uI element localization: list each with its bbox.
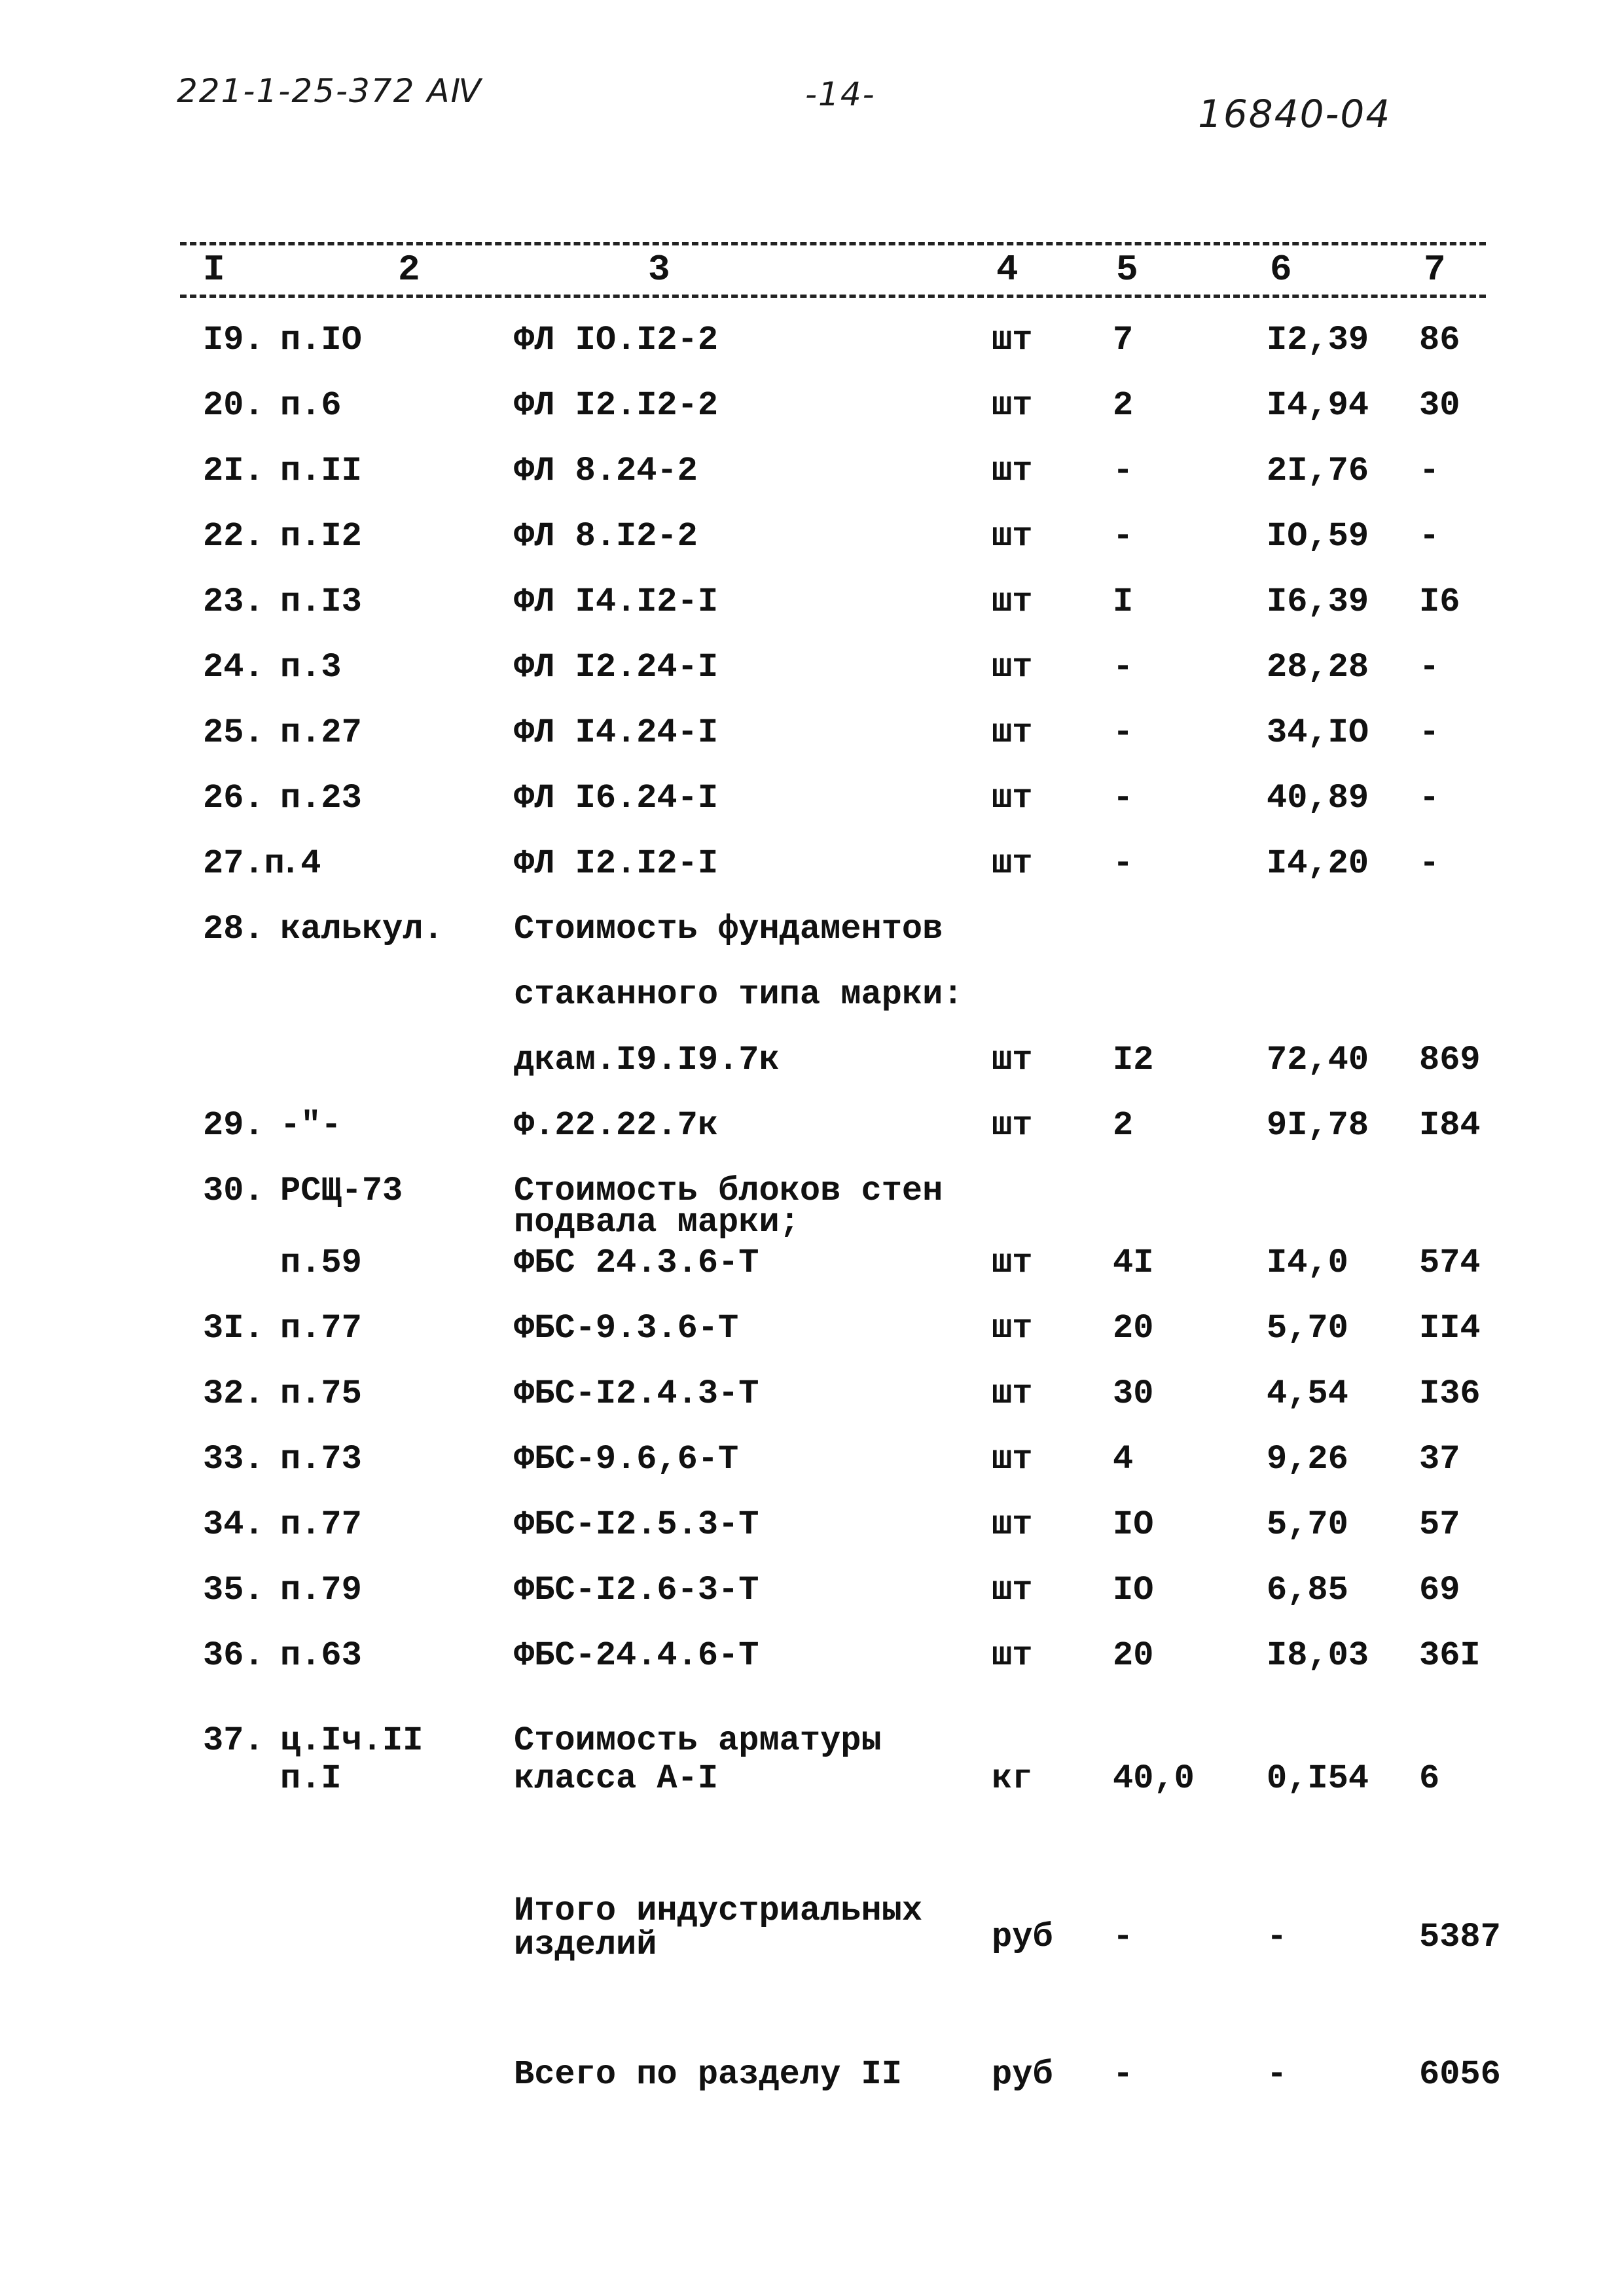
row-reference: п.6 — [280, 386, 342, 425]
table-row — [0, 975, 1624, 1028]
row-price: 6,85 — [1267, 1571, 1348, 1609]
row-reference: п.I3 — [280, 583, 362, 621]
document-code: 221-1-25-372 АⅣ — [177, 72, 482, 110]
column-header-7: 7 — [1424, 249, 1446, 291]
row-quantity: - — [1113, 844, 1134, 883]
subtotal-label-line2: изделий — [514, 1926, 657, 1964]
row-reference: п.27 — [280, 713, 362, 752]
row-number: 34. — [203, 1505, 264, 1544]
row-name: стаканного типа марки: — [514, 975, 964, 1014]
row-number: 36. — [203, 1636, 264, 1675]
row-quantity: 20 — [1113, 1309, 1154, 1348]
table-header-rule — [180, 295, 1486, 298]
row-reference: .4 — [280, 844, 321, 883]
row-quantity: - — [1113, 713, 1134, 752]
row-reference: п.II — [280, 452, 362, 490]
table-row — [0, 713, 1624, 766]
row-quantity: IO — [1113, 1571, 1154, 1609]
row-total: 30 — [1419, 386, 1460, 425]
subtotal-total: 5387 — [1419, 1918, 1501, 1956]
row-total: 574 — [1419, 1244, 1481, 1282]
row-price: 0,I54 — [1267, 1759, 1369, 1798]
row-unit: шт — [992, 1505, 1033, 1544]
table-row — [0, 321, 1624, 373]
row-unit: шт — [992, 1244, 1033, 1282]
table-row — [0, 386, 1624, 439]
row-total: 869 — [1419, 1041, 1481, 1079]
row-quantity: 30 — [1113, 1374, 1154, 1413]
row-quantity: I2 — [1113, 1041, 1154, 1079]
table-row — [0, 1041, 1624, 1093]
column-header-3: 3 — [648, 249, 670, 291]
row-unit: шт — [992, 583, 1033, 621]
row-total: I84 — [1419, 1106, 1481, 1145]
row-name: ФЛ 8.I2-2 — [514, 517, 698, 556]
table-row — [0, 1374, 1624, 1427]
row-reference: ц.Iч.II — [280, 1721, 424, 1760]
row-unit: шт — [992, 1309, 1033, 1348]
row-reference: калькул. — [280, 910, 444, 948]
row-reference: п.63 — [280, 1636, 362, 1675]
row-price: 2I,76 — [1267, 452, 1369, 490]
table-row — [0, 517, 1624, 569]
page-number: -14- — [805, 75, 876, 113]
table-row — [0, 1309, 1624, 1361]
row-price: I4,94 — [1267, 386, 1369, 425]
row-unit: шт — [992, 517, 1033, 556]
row-number: 29. — [203, 1106, 264, 1145]
row-number: 32. — [203, 1374, 264, 1413]
row-name-line2: класса А-I — [514, 1759, 719, 1798]
subtotal-unit: руб — [992, 1918, 1053, 1956]
row-total: - — [1419, 844, 1440, 883]
table-row — [0, 452, 1624, 504]
row-name: ФБС-I2.5.3-Т — [514, 1505, 759, 1544]
row-reference: п.I2 — [280, 517, 362, 556]
table-row-37 — [0, 1721, 1624, 1813]
row-name: ФЛ I2.I2-I — [514, 844, 719, 883]
row-total: I36 — [1419, 1374, 1481, 1413]
row-quantity: 4 — [1113, 1440, 1134, 1479]
row-number: 37. — [203, 1721, 264, 1760]
row-total: - — [1419, 779, 1440, 817]
row-unit: шт — [992, 386, 1033, 425]
row-name: ФЛ 8.24-2 — [514, 452, 698, 490]
row-name: ФБС-24.4.6-Т — [514, 1636, 759, 1675]
total-label: Всего по разделу II — [514, 2055, 902, 2094]
table-row — [0, 1440, 1624, 1492]
row-number: 30. — [203, 1172, 264, 1210]
row-name: ФБС-I2.4.3-Т — [514, 1374, 759, 1413]
row-reference: п.59 — [280, 1244, 362, 1282]
row-quantity: 20 — [1113, 1636, 1154, 1675]
column-header-4: 4 — [996, 249, 1019, 291]
table-row — [0, 583, 1624, 635]
table-row — [0, 1505, 1624, 1558]
row-quantity: 7 — [1113, 321, 1134, 359]
table-top-rule — [180, 242, 1486, 245]
row-total: - — [1419, 452, 1440, 490]
row-total: 86 — [1419, 321, 1460, 359]
row-total: - — [1419, 517, 1440, 556]
row-name: ФЛ I4.I2-I — [514, 583, 719, 621]
row-price: 72,40 — [1267, 1041, 1369, 1079]
column-header-6: 6 — [1270, 249, 1292, 291]
row-number: 28. — [203, 910, 264, 948]
row-name: дкам.I9.I9.7к — [514, 1041, 780, 1079]
row-reference: п.IO — [280, 321, 362, 359]
row-reference: РСЩ-73 — [280, 1172, 403, 1210]
row-price: I8,03 — [1267, 1636, 1369, 1675]
row-name-line2: подвала марки; — [514, 1203, 800, 1242]
row-total: 36I — [1419, 1636, 1481, 1675]
row-quantity: - — [1113, 517, 1134, 556]
row-quantity: 2 — [1113, 386, 1134, 425]
row-reference: п.75 — [280, 1374, 362, 1413]
row-price: IO,59 — [1267, 517, 1369, 556]
row-price: 9I,78 — [1267, 1106, 1369, 1145]
column-header-2: 2 — [398, 249, 420, 291]
row-unit: шт — [992, 1041, 1033, 1079]
row-quantity: 40,0 — [1113, 1759, 1195, 1798]
row-unit: шт — [992, 1636, 1033, 1675]
row-quantity: - — [1113, 648, 1134, 687]
row-price: 40,89 — [1267, 779, 1369, 817]
row-number: 35. — [203, 1571, 264, 1609]
row-price: 28,28 — [1267, 648, 1369, 687]
row-total: 6 — [1419, 1759, 1440, 1798]
row-number: 22. — [203, 517, 264, 556]
row-number: 20. — [203, 386, 264, 425]
table-row — [0, 1636, 1624, 1689]
row-name: ФБС-9.3.6-Т — [514, 1309, 739, 1348]
total-total: 6056 — [1419, 2055, 1501, 2094]
row-total: 37 — [1419, 1440, 1460, 1479]
total-price: - — [1267, 2055, 1288, 2094]
table-row — [0, 1106, 1624, 1158]
row-unit: шт — [992, 1571, 1033, 1609]
row-number: 26. — [203, 779, 264, 817]
row-name: ФЛ I4.24-I — [514, 713, 719, 752]
table-row — [0, 648, 1624, 700]
subtotal-quantity: - — [1113, 1918, 1134, 1956]
total-row — [0, 2055, 1624, 2108]
subtotal-price: - — [1267, 1918, 1288, 1956]
row-name: Стоимость блоков стен — [514, 1172, 943, 1210]
row-quantity: 2 — [1113, 1106, 1134, 1145]
row-unit: шт — [992, 321, 1033, 359]
table-row — [0, 910, 1624, 962]
row-name: ФЛ I2.I2-2 — [514, 386, 719, 425]
row-number: 33. — [203, 1440, 264, 1479]
row-total: 69 — [1419, 1571, 1460, 1609]
row-total: - — [1419, 713, 1440, 752]
column-header-1: I — [203, 249, 225, 291]
row-name: ФБС-I2.6-3-Т — [514, 1571, 759, 1609]
row-reference: п.79 — [280, 1571, 362, 1609]
row-quantity: I — [1113, 583, 1134, 621]
table-row — [0, 1172, 1624, 1250]
row-number: 27.п — [203, 844, 285, 883]
row-total: II4 — [1419, 1309, 1481, 1348]
row-price: I4,20 — [1267, 844, 1369, 883]
row-unit: кг — [992, 1759, 1033, 1798]
row-price: I2,39 — [1267, 321, 1369, 359]
table-row — [0, 844, 1624, 897]
row-price: 5,70 — [1267, 1309, 1348, 1348]
row-reference: п.23 — [280, 779, 362, 817]
row-reference: п.77 — [280, 1309, 362, 1348]
row-name: Стоимость арматуры — [514, 1721, 882, 1760]
total-quantity: - — [1113, 2055, 1134, 2094]
row-unit: шт — [992, 713, 1033, 752]
row-unit: шт — [992, 1106, 1033, 1145]
column-header-5: 5 — [1116, 249, 1138, 291]
row-unit: шт — [992, 844, 1033, 883]
table-row — [0, 1571, 1624, 1623]
total-unit: руб — [992, 2055, 1053, 2094]
row-name: ФЛ I2.24-I — [514, 648, 719, 687]
row-price: 5,70 — [1267, 1505, 1348, 1544]
row-quantity: IO — [1113, 1505, 1154, 1544]
subtotal-label: Итого индустриальных — [514, 1892, 923, 1930]
row-total: - — [1419, 648, 1440, 687]
row-number: 3I. — [203, 1309, 264, 1348]
row-price: I6,39 — [1267, 583, 1369, 621]
row-price: 4,54 — [1267, 1374, 1348, 1413]
row-unit: шт — [992, 1374, 1033, 1413]
table-row — [0, 1244, 1624, 1296]
row-quantity: - — [1113, 452, 1134, 490]
row-unit: шт — [992, 452, 1033, 490]
row-price: I4,0 — [1267, 1244, 1348, 1282]
row-name: ФБС-9.6,6-Т — [514, 1440, 739, 1479]
row-unit: шт — [992, 779, 1033, 817]
row-number: 24. — [203, 648, 264, 687]
row-name: Ф.22.22.7к — [514, 1106, 719, 1145]
row-number: 2I. — [203, 452, 264, 490]
row-name: ФЛ I6.24-I — [514, 779, 719, 817]
document-number: 16840-04 — [1198, 92, 1392, 136]
row-reference: п.3 — [280, 648, 342, 687]
row-number: I9. — [203, 321, 264, 359]
row-name: Стоимость фундаментов — [514, 910, 943, 948]
row-price: 9,26 — [1267, 1440, 1348, 1479]
row-total: 57 — [1419, 1505, 1460, 1544]
row-total: I6 — [1419, 583, 1460, 621]
row-quantity: - — [1113, 779, 1134, 817]
row-reference: п.73 — [280, 1440, 362, 1479]
row-quantity: 4I — [1113, 1244, 1154, 1282]
row-name: ФЛ IO.I2-2 — [514, 321, 719, 359]
row-unit: шт — [992, 648, 1033, 687]
row-reference-line2: п.I — [280, 1759, 342, 1798]
row-price: 34,IO — [1267, 713, 1369, 752]
row-number: 25. — [203, 713, 264, 752]
table-row — [0, 779, 1624, 831]
row-name: ФБС 24.3.6-Т — [514, 1244, 759, 1282]
row-unit: шт — [992, 1440, 1033, 1479]
subtotal-row — [0, 1892, 1624, 1983]
row-reference: п.77 — [280, 1505, 362, 1544]
row-reference: -"- — [280, 1106, 342, 1145]
row-number: 23. — [203, 583, 264, 621]
